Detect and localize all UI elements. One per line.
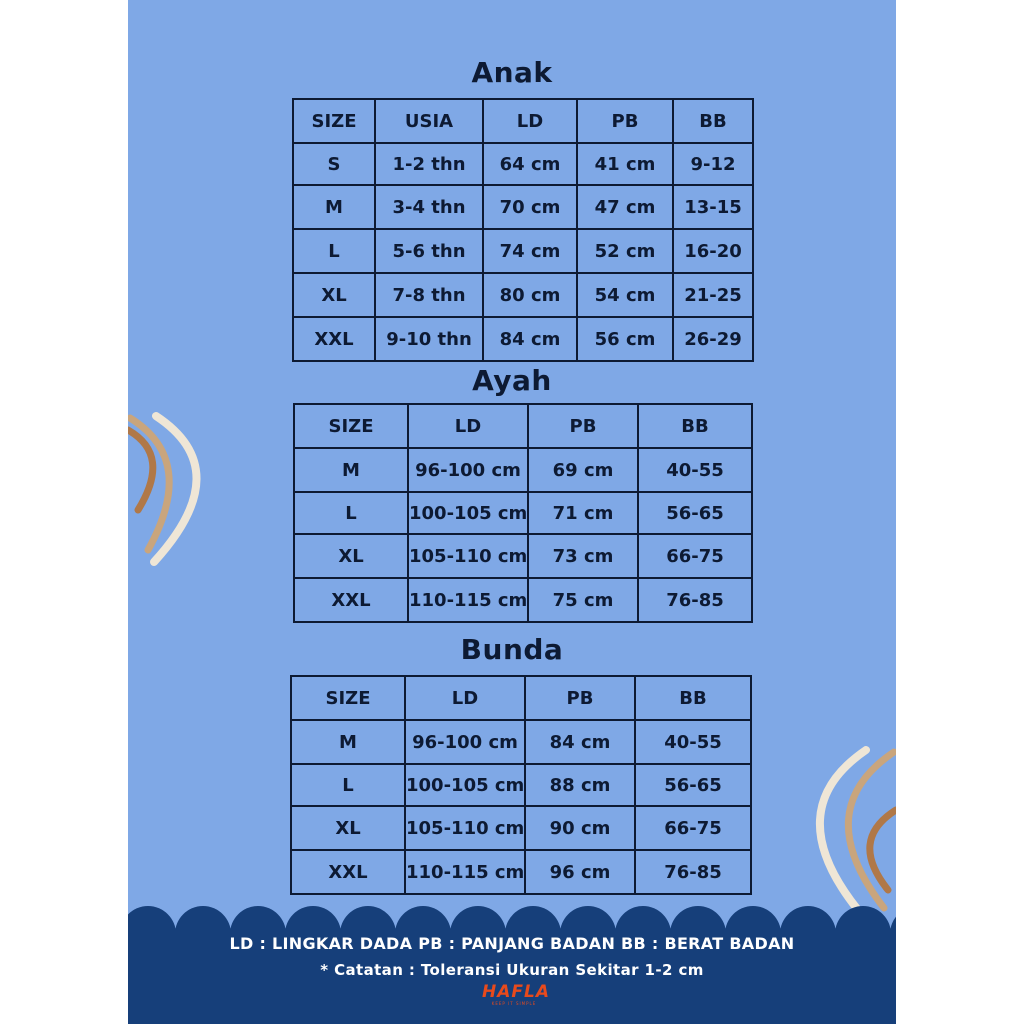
table-cell: XXL xyxy=(291,850,405,894)
table-cell: 9-12 xyxy=(673,143,753,185)
table-cell: 56 cm xyxy=(577,317,673,361)
header-cell: SIZE xyxy=(291,676,405,720)
header-cell: BB xyxy=(638,404,752,448)
ayah-size-table xyxy=(293,403,753,623)
table-header-row xyxy=(291,676,751,720)
header-cell: BB xyxy=(673,99,753,143)
table-cell: 26-29 xyxy=(673,317,753,361)
header-cell: SIZE xyxy=(294,404,408,448)
size-chart-poster xyxy=(128,0,896,1024)
table-cell: 7-8 thn xyxy=(375,273,483,317)
table-cell: 66-75 xyxy=(635,806,751,850)
table-row xyxy=(293,317,753,361)
table-row xyxy=(294,534,752,578)
table-row xyxy=(293,273,753,317)
table-cell: L xyxy=(293,229,375,273)
table-row xyxy=(293,143,753,185)
header-cell: SIZE xyxy=(293,99,375,143)
table-cell: L xyxy=(291,764,405,806)
table-cell: 13-15 xyxy=(673,185,753,229)
table-cell: 75 cm xyxy=(528,578,638,622)
header-cell: PB xyxy=(577,99,673,143)
table-cell: 96-100 cm xyxy=(408,448,528,492)
table-cell: 41 cm xyxy=(577,143,673,185)
table-cell: 80 cm xyxy=(483,273,577,317)
table-cell: 69 cm xyxy=(528,448,638,492)
table-cell: 100-105 cm xyxy=(408,492,528,534)
table-cell: 73 cm xyxy=(528,534,638,578)
table-row xyxy=(293,185,753,229)
table-cell: 71 cm xyxy=(528,492,638,534)
table-cell: 52 cm xyxy=(577,229,673,273)
table-cell: 64 cm xyxy=(483,143,577,185)
table-row xyxy=(294,448,752,492)
table-cell: 40-55 xyxy=(638,448,752,492)
table-cell: XL xyxy=(291,806,405,850)
table-cell: 84 cm xyxy=(483,317,577,361)
table-row xyxy=(294,492,752,534)
table-cell: 110-115 cm xyxy=(408,578,528,622)
left-arc-decoration xyxy=(128,400,228,580)
table-cell: 56-65 xyxy=(635,764,751,806)
header-cell: PB xyxy=(525,676,635,720)
table-row xyxy=(293,229,753,273)
table-cell: 74 cm xyxy=(483,229,577,273)
right-arc-decoration xyxy=(788,740,896,920)
table-cell: 56-65 xyxy=(638,492,752,534)
table-cell: 54 cm xyxy=(577,273,673,317)
table-cell: 16-20 xyxy=(673,229,753,273)
table-row xyxy=(291,850,751,894)
table-cell: XL xyxy=(294,534,408,578)
table-cell: XXL xyxy=(293,317,375,361)
table-cell: 100-105 cm xyxy=(405,764,525,806)
logo-wordmark: HAFLA xyxy=(482,982,550,1002)
table-cell: 21-25 xyxy=(673,273,753,317)
table-cell: 76-85 xyxy=(635,850,751,894)
table-row xyxy=(291,720,751,764)
table-cell: 40-55 xyxy=(635,720,751,764)
table-cell: 70 cm xyxy=(483,185,577,229)
table-cell: XXL xyxy=(294,578,408,622)
table-cell: 84 cm xyxy=(525,720,635,764)
abbreviation-legend: LD : LINGKAR DADA PB : PANJANG BADAN BB : BERAT BADAN xyxy=(229,934,795,953)
table-header-row xyxy=(293,99,753,143)
anak-size-table xyxy=(292,98,754,362)
ayah-title: Ayah xyxy=(472,364,552,397)
table-cell: 1-2 thn xyxy=(375,143,483,185)
bunda-title: Bunda xyxy=(460,633,564,666)
header-cell: LD xyxy=(408,404,528,448)
table-cell: 76-85 xyxy=(638,578,752,622)
table-cell: 9-10 thn xyxy=(375,317,483,361)
brand-logo xyxy=(482,982,550,1013)
table-header-row xyxy=(294,404,752,448)
logo-tagline: KEEP IT SIMPLE xyxy=(491,1001,537,1006)
table-row xyxy=(291,806,751,850)
header-cell: LD xyxy=(405,676,525,720)
table-cell: S xyxy=(293,143,375,185)
table-cell: L xyxy=(294,492,408,534)
anak-title: Anak xyxy=(471,56,553,89)
table-cell: 5-6 thn xyxy=(375,229,483,273)
bunda-size-table xyxy=(290,675,752,895)
table-row xyxy=(291,764,751,806)
table-cell: 90 cm xyxy=(525,806,635,850)
table-cell: 110-115 cm xyxy=(405,850,525,894)
table-cell: 105-110 cm xyxy=(408,534,528,578)
table-cell: 96 cm xyxy=(525,850,635,894)
table-cell: 96-100 cm xyxy=(405,720,525,764)
table-row xyxy=(294,578,752,622)
table-cell: 88 cm xyxy=(525,764,635,806)
table-cell: 105-110 cm xyxy=(405,806,525,850)
table-cell: 47 cm xyxy=(577,185,673,229)
table-cell: M xyxy=(294,448,408,492)
table-cell: 66-75 xyxy=(638,534,752,578)
header-cell: PB xyxy=(528,404,638,448)
table-cell: XL xyxy=(293,273,375,317)
header-cell: BB xyxy=(635,676,751,720)
header-cell: LD xyxy=(483,99,577,143)
table-cell: M xyxy=(291,720,405,764)
table-cell: 3-4 thn xyxy=(375,185,483,229)
header-cell: USIA xyxy=(375,99,483,143)
tolerance-note: * Catatan : Toleransi Ukuran Sekitar 1-2 cm xyxy=(320,961,704,979)
table-cell: M xyxy=(293,185,375,229)
